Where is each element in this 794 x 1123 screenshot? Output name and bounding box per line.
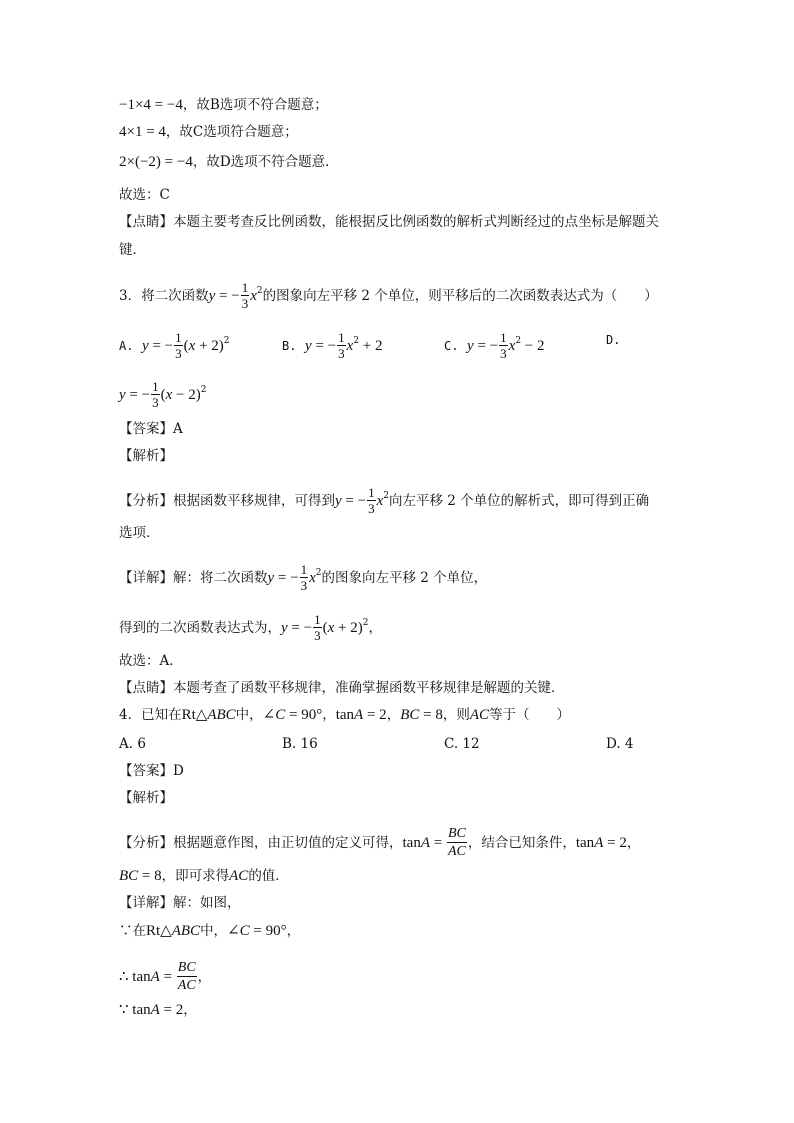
math-expr: 4×1 = 4 (119, 124, 166, 140)
option-d: D. (606, 333, 621, 347)
q4-option-b: B. 16 (282, 736, 318, 752)
q4-option-d: D. 4 (606, 736, 634, 752)
result-3: 得到的二次函数表达式为，y = − $\frac{1}{3}$ $(x + 2)^2$， (119, 612, 382, 643)
option-b: B. y = − $\frac{1}{3}$ $x^2 + 2$ (282, 330, 383, 361)
analysis-3-cont: 选项． (119, 525, 160, 541)
analysis-3: 【分析】根据函数平移规律，可得到y = − $\frac{1}{3}$ $x^2$向左平移 2 个单位的解析式，即可得到正确 (119, 485, 650, 516)
answer-4: 【答案】D (119, 763, 184, 779)
line-option-c-check: 4×1 = 4，故C选项符合题意； (119, 124, 298, 140)
detail-3: 【详解】解：将二次函数y = − $\frac{1}{3}$ $x^2$的图象向左平移 2 个单位， (119, 562, 488, 593)
option-d-expr: y = − $\frac{1}{3}$ $(x - 2)^2$ (119, 379, 207, 410)
q4-option-c: C. 12 (444, 736, 480, 752)
analysis-heading-3: 【解析】 (119, 448, 173, 464)
answer-line: 故选：C (119, 187, 170, 203)
analysis-4-cont: BC = 8，即可求得AC的值． (119, 868, 289, 884)
math-expr: 2×(−2) = −4 (119, 154, 193, 170)
line-option-b-check: −1×4 = −4，故B选项不符合题意； (119, 97, 328, 113)
comment-line: 【点睛】本题主要考查反比例函数，能根据反比例函数的解析式判断经过的点坐标是解题关 (119, 214, 659, 230)
line-option-d-check: 2×(−2) = −4，故D选项不符合题意． (119, 154, 339, 170)
question-4: 4．已知在Rt△ABC中，∠C = 90°，tanA = 2，BC = 8，则AC等于（ ） (119, 707, 570, 723)
option-a: A. y = − $\frac{1}{3}$ $(x + 2)^2$ (119, 330, 230, 361)
because-1: ∵在Rt△ABC中，∠C = 90°， (119, 923, 301, 939)
question-3: 3．将二次函数y = − $\frac{1}{3}$ $x^2$的图象向左平移 2 个单位，则平移后的二次函数表达式为（ ） (119, 280, 658, 311)
math-expr: −1×4 = −4 (119, 97, 183, 113)
comment-line-cont: 键． (119, 242, 146, 258)
because-2: ∵ tanA = 2， (119, 1002, 197, 1018)
answer-3: 【答案】A (119, 421, 183, 437)
comment-3: 【点睛】本题考查了函数平移规律，准确掌握函数平移规律是解题的关键． (119, 680, 565, 696)
analysis-heading-4: 【解析】 (119, 790, 173, 806)
detail-4: 【详解】解：如图， (119, 895, 241, 911)
select-3: 故选：A． (119, 653, 183, 669)
q4-option-a: A. 6 (119, 736, 146, 752)
option-c: C. y = − $\frac{1}{3}$ $x^2 - 2$ (444, 330, 545, 361)
analysis-4: 【分析】根据题意作图，由正切值的定义可得，tanA = $\frac{BC}{AC}$ ，结合已知条件，tanA = 2， (119, 826, 641, 859)
therefore-1: ∴ tanA = $\frac{BC}{AC}$ ， (119, 960, 212, 993)
